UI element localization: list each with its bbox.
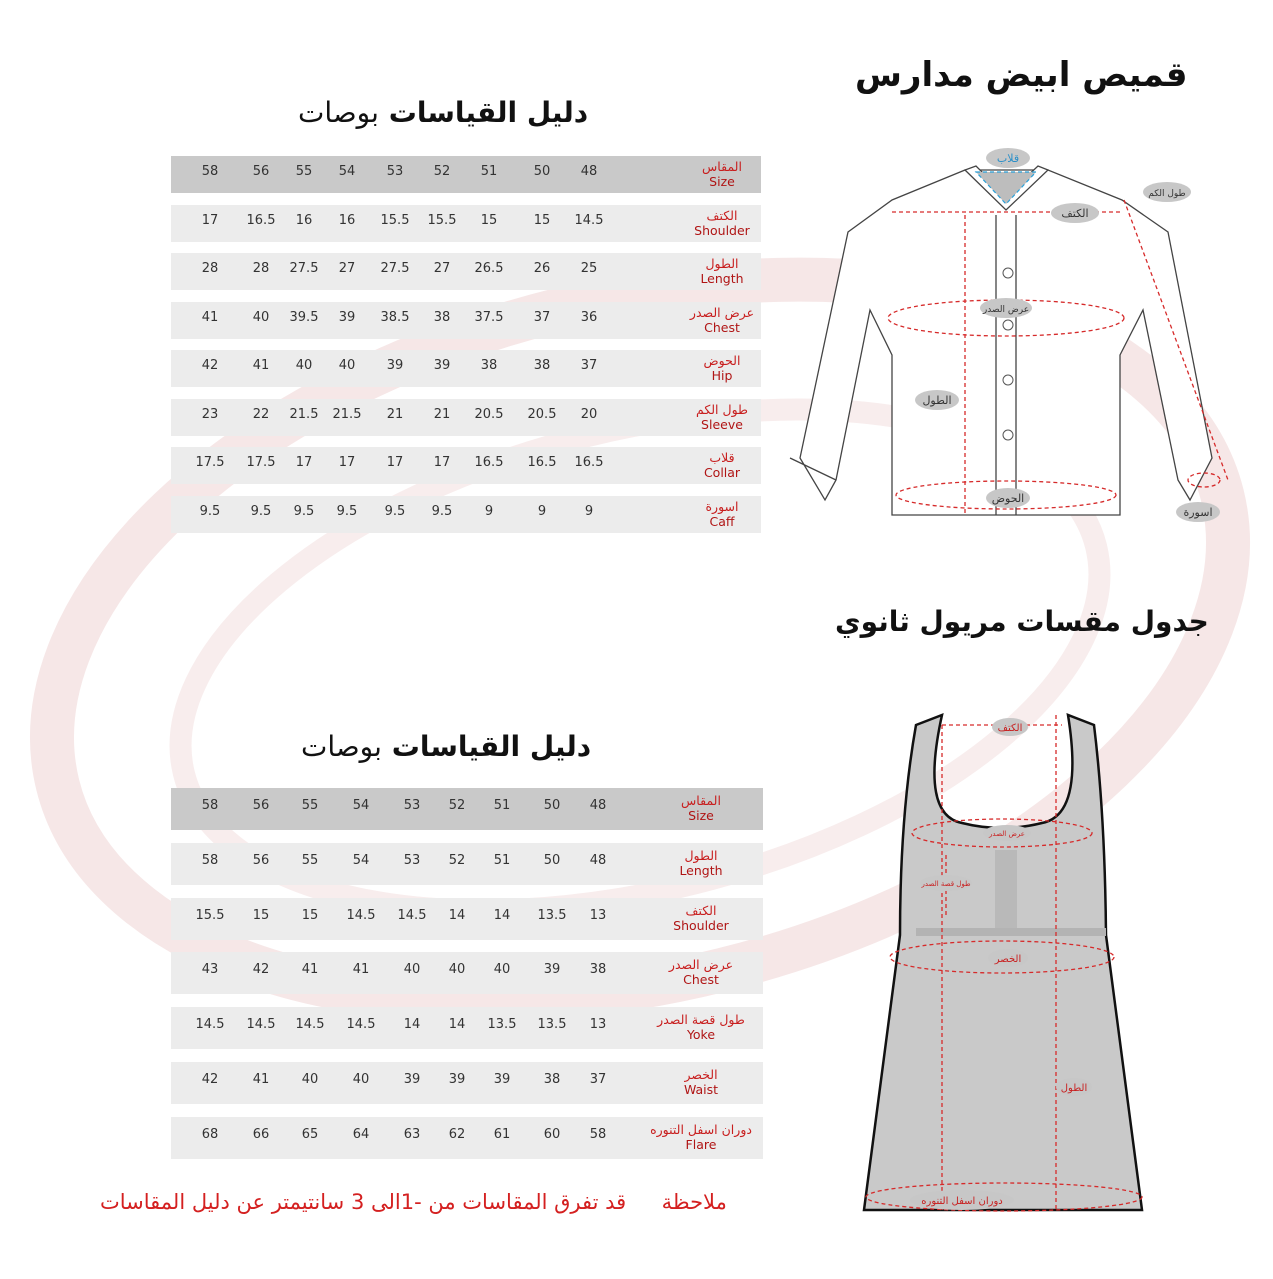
table-row [171,350,761,387]
row-label-en: Length [679,862,723,878]
table-cell: 40 [352,1072,370,1087]
table-header-row [171,788,763,830]
table-cell: 60 [543,1126,561,1142]
tag-hip: الحوض [991,492,1025,505]
tag-sleeve: طول الكم [1148,189,1186,199]
row-label [626,1012,776,1042]
table-cell: 40 [448,962,466,978]
table-cell: 38 [433,309,451,325]
table-cell: 13 [589,907,607,923]
table-cell: 38 [543,1072,561,1087]
row-label [647,159,797,189]
table-cell: 9.5 [250,503,272,519]
table-cell: 9.5 [336,503,358,519]
table-row [171,253,761,290]
row-label-ar: الحوض [703,353,741,368]
row-label-en: Chest [704,319,740,335]
table-cell: 26 [533,261,551,276]
table-cell: 17.5 [195,455,225,470]
table-cell: 13 [589,1017,607,1033]
table-cell: 14.5 [346,1017,376,1033]
table-cell: 16 [338,212,356,228]
shirt-diagram [780,140,1260,530]
table-cell: 13.5 [487,1017,517,1033]
row-label-ar: المقاس [702,159,742,174]
row-label-en: Flare [685,1136,717,1152]
pinafore-guide-title [301,730,591,763]
table-cell: 38.5 [380,309,410,325]
tag-pin-chest: عرض الصدر [989,830,1025,838]
shirt-size-table [171,156,761,528]
table-cell: 13.5 [537,1017,567,1033]
table-cell: 64 [352,1126,370,1142]
table-cell: 39 [448,1072,466,1087]
table-cell: 38 [533,358,551,373]
table-cell: 37.5 [474,309,504,325]
table-row [171,952,763,994]
tag-pin-yoke: طول قصة الصدر [921,880,971,888]
table-cell: 53 [403,852,421,868]
row-label-ar: قلاب [709,450,735,465]
table-cell: 20 [580,406,598,422]
table-cell: 58 [589,1126,607,1142]
table-cell: 42 [252,962,270,978]
pinafore-guide-title-unit: بوصات [301,730,382,763]
row-label-ar: عرض الصدر [668,957,734,973]
table-cell: 15 [252,907,270,923]
note-text: قد تفرق المقاسات من -1الى 3 سانتيمتر عن دليل المقاسات [100,1190,627,1214]
row-label [647,402,797,432]
table-cell: 9.5 [384,503,406,519]
table-cell: 40 [301,1072,319,1087]
table-cell: 37 [589,1072,607,1087]
row-label-ar: الكتف [706,207,738,223]
table-cell: 17 [338,455,356,470]
table-cell: 39 [338,309,356,325]
table-cell: 17 [201,212,219,228]
table-cell: 28 [252,261,270,276]
row-label [647,353,797,383]
row-label-en: Hip [711,368,733,383]
table-cell: 50 [543,798,561,813]
table-cell: 14 [448,907,466,923]
table-cell: 37 [580,358,598,373]
row-label [647,208,797,238]
table-cell: 17 [386,455,404,470]
table-cell: 40 [338,358,356,373]
table-row [171,1062,763,1104]
table-cell: 15.5 [380,212,410,228]
tag-pin-waist: الخصر [994,954,1022,965]
table-cell: 36 [580,309,598,325]
tag-shoulder: الكتف [1061,207,1089,220]
table-cell: 21 [386,406,404,422]
table-cell: 54 [352,798,370,813]
table-cell: 40 [493,962,511,978]
row-label-ar: الطول [705,256,739,271]
row-label-ar: اسورة [705,498,739,514]
table-cell: 39 [433,358,451,373]
row-label-en: Caff [709,513,735,529]
table-cell: 39 [543,962,561,978]
table-cell: 9 [584,503,594,519]
row-label-en: Size [709,174,735,189]
table-cell: 61 [493,1126,511,1142]
tag-cuff: اسورة [1183,506,1213,519]
table-cell: 9 [537,503,547,519]
row-label-ar: طول قصة الصدر [657,1012,745,1028]
table-cell: 25 [580,261,598,276]
table-cell: 27.5 [380,261,410,276]
table-cell: 48 [589,798,607,813]
row-label-ar: الخصر [684,1067,718,1082]
pinafore-size-table [171,788,763,1154]
table-cell: 15 [533,212,551,228]
table-cell: 63 [403,1126,421,1142]
table-cell: 39 [386,358,404,373]
table-cell: 43 [201,962,219,978]
table-cell: 26.5 [474,261,504,276]
table-cell: 27 [433,261,451,276]
table-cell: 14.5 [295,1017,325,1033]
table-cell: 40 [403,962,421,978]
pinafore-guide-title-bold: دليل القياسات [391,730,592,763]
row-label-en: Chest [683,972,719,988]
table-row [171,496,761,533]
table-cell: 9 [484,503,494,519]
table-cell: 39.5 [289,309,319,325]
table-cell: 66 [252,1126,270,1142]
table-cell: 53 [386,164,404,179]
table-row [171,302,761,339]
table-cell: 41 [301,962,319,978]
table-cell: 14 [493,907,511,923]
table-cell: 23 [201,406,219,422]
table-cell: 16.5 [527,455,557,470]
table-header-row [171,156,761,193]
table-cell: 52 [433,164,451,179]
table-row [171,898,763,940]
table-cell: 17.5 [246,455,276,470]
table-cell: 16.5 [246,212,276,228]
table-cell: 28 [201,261,219,276]
row-label-en: Waist [683,1082,719,1097]
table-cell: 40 [295,358,313,373]
row-label-en: Shoulder [694,222,750,238]
shirt-guide-title-unit: بوصات [298,96,379,129]
size-note [100,1190,810,1214]
table-cell: 58 [201,852,219,868]
table-cell: 58 [201,164,219,179]
table-cell: 14 [448,1017,466,1033]
table-cell: 9.5 [293,503,315,519]
note-label: ملاحظة [661,1190,727,1214]
table-cell: 62 [448,1126,466,1142]
table-cell: 15.5 [427,212,457,228]
row-label [647,499,797,529]
table-cell: 15 [301,907,319,923]
table-cell: 15.5 [195,907,225,923]
table-cell: 15 [480,212,498,228]
row-label-ar: الطول [684,847,718,863]
pinafore-title: جدول مقسات مريول ثانوي [835,605,1209,638]
row-label-en: Yoke [686,1027,716,1043]
table-cell: 21.5 [289,406,319,422]
table-cell: 14.5 [574,212,604,228]
tag-chest: عرض الصدر [982,305,1030,315]
shirt-guide-title-bold: دليل القياسات [388,96,589,129]
row-label [626,1122,776,1152]
table-cell: 55 [301,798,319,813]
table-cell: 51 [493,798,511,813]
table-row [171,1117,763,1159]
table-cell: 40 [252,309,270,325]
pinafore-diagram [850,705,1160,1220]
table-cell: 56 [252,852,270,868]
table-cell: 41 [201,309,219,325]
table-row [171,399,761,436]
row-label-ar: الكتف [685,902,717,918]
table-cell: 14.5 [397,907,427,923]
row-label-en: Size [688,808,714,823]
table-cell: 48 [580,164,598,179]
table-cell: 21 [433,406,451,422]
tag-length: الطول [922,394,952,407]
tag-pin-length: الطول [1060,1083,1088,1094]
tag-pin-flare: دوران اسفل التنوره [921,1196,1003,1207]
table-cell: 17 [433,455,451,470]
table-cell: 20.5 [527,406,557,422]
table-row [171,447,761,484]
table-cell: 9.5 [431,503,453,519]
row-label [647,256,797,286]
table-cell: 38 [480,358,498,373]
table-cell: 68 [201,1126,219,1142]
table-cell: 58 [201,798,219,813]
shirt-title: قميص ابيض مدارس [855,55,1188,95]
row-label-ar: المقاس [681,793,721,808]
table-cell: 13.5 [537,907,567,923]
row-label-ar: طول الكم [696,401,748,417]
table-cell: 27.5 [289,261,319,276]
table-cell: 52 [448,798,466,813]
shirt-guide-title [298,96,588,129]
row-label [626,903,776,933]
table-cell: 42 [201,358,219,373]
table-cell: 41 [252,1072,270,1087]
table-cell: 41 [252,358,270,373]
table-cell: 54 [338,164,356,179]
table-cell: 14.5 [195,1017,225,1033]
shirt-body [800,170,1212,515]
table-cell: 53 [403,798,421,813]
table-cell: 52 [448,852,466,868]
table-cell: 21.5 [332,406,362,422]
row-label-en: Collar [703,465,741,480]
row-label [647,450,797,480]
row-label [626,957,776,987]
table-cell: 14 [403,1017,421,1033]
table-cell: 16.5 [474,455,504,470]
tag-pin-shoulder: الكتف [997,723,1023,734]
row-label-en: Length [700,271,744,286]
table-cell: 16.5 [574,455,604,470]
table-row [171,843,763,885]
row-label [647,305,797,335]
table-cell: 50 [543,852,561,868]
table-cell: 42 [201,1072,219,1087]
table-cell: 14.5 [346,907,376,923]
table-cell: 37 [533,309,551,325]
table-cell: 17 [295,455,313,470]
table-cell: 56 [252,164,270,179]
table-cell: 14.5 [246,1017,276,1033]
table-cell: 54 [352,852,370,868]
table-cell: 51 [493,852,511,868]
row-label [626,848,776,878]
table-cell: 27 [338,261,356,276]
table-cell: 55 [301,852,319,868]
tag-collar: قلاب [996,152,1020,165]
table-cell: 22 [252,406,270,422]
row-label-en: Shoulder [673,917,729,933]
table-cell: 51 [480,164,498,179]
table-cell: 65 [301,1126,319,1142]
table-cell: 39 [403,1072,421,1087]
table-cell: 16 [295,212,313,228]
table-cell: 9.5 [199,503,221,519]
table-cell: 20.5 [474,406,504,422]
row-label-ar: دوران اسفل التنوره [650,1121,752,1137]
table-cell: 38 [589,962,607,978]
row-label [626,1067,776,1097]
table-cell: 56 [252,798,270,813]
table-cell: 55 [295,164,313,179]
row-label [626,793,776,823]
table-row [171,1007,763,1049]
table-cell: 50 [533,164,551,179]
table-cell: 41 [352,962,370,978]
table-cell: 48 [589,852,607,868]
row-label-ar: عرض الصدر [689,304,755,320]
row-label-en: Sleeve [701,416,743,432]
table-row [171,205,761,242]
table-cell: 39 [493,1072,511,1087]
